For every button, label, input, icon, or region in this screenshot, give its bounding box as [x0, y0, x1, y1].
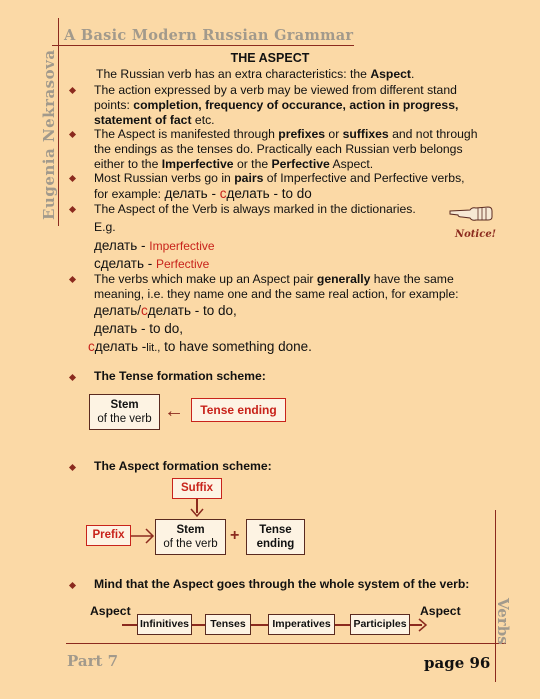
example-perfective: сделать - Perfective [94, 256, 210, 271]
system-arrowhead-icon [418, 618, 428, 632]
system-aspect-right: Aspect [420, 604, 461, 618]
bullet-2 [69, 131, 76, 138]
section-tab: Verbs [494, 598, 512, 645]
tense-arrow: ← [164, 400, 184, 422]
plus-sign: + [230, 527, 240, 544]
bullet-1-line-1: The action expressed by a verb may be viewed from different stand [94, 83, 457, 97]
book-title: A Basic Modern Russian Grammar [64, 27, 354, 44]
page-title: THE ASPECT [230, 51, 310, 65]
bullet-5-line-3: делать/сделать - to do, [94, 303, 237, 318]
bullet-5-line-4: делать - to do, [94, 321, 184, 336]
tense-scheme-heading: The Tense formation scheme: [94, 369, 266, 383]
right-arrow-icon [131, 528, 155, 544]
bullet-5 [69, 276, 76, 283]
down-arrow-icon [190, 508, 204, 518]
bullet-aspect-scheme [69, 464, 76, 471]
bullet-3-line-2: for example: делать - сделать - to do [94, 186, 312, 201]
eg-label: E.g. [94, 220, 116, 234]
part-label: Part 7 [67, 652, 119, 670]
system-item-participles: Participles [350, 614, 410, 635]
top-rule [52, 45, 354, 46]
bullet-4 [69, 206, 76, 213]
bullet-2-line-2: the endings as the tenses do. Practically each Russian verb belongs [94, 142, 463, 156]
bullet-system [69, 582, 76, 589]
system-item-imperatives: Imperatives [268, 614, 335, 635]
aspect-scheme-heading: The Aspect formation scheme: [94, 459, 272, 473]
example-imperfective: делать - Imperfective [94, 238, 215, 253]
suffix-box: Suffix [172, 478, 222, 499]
bullet-3 [69, 175, 76, 182]
right-rule [495, 510, 496, 682]
bullet-4-line-1: The Aspect of the Verb is always marked in the dictionaries. [94, 202, 416, 216]
bullet-2-line-1: The Aspect is manifested through prefixes or suffixes and not through [94, 127, 478, 141]
left-rule [58, 18, 59, 226]
tense-stem-box: Stem of the verb [89, 394, 160, 430]
page-number: page 96 [424, 654, 491, 672]
bullet-1-line-2: points: completion, frequency of occurance, action in progress, [94, 98, 459, 112]
bullet-2-line-3: either to the Imperfective or the Perfective Aspect. [94, 157, 374, 171]
bullet-1 [69, 87, 76, 94]
bullet-tense-scheme [69, 374, 76, 381]
bullet-5-line-2: meaning, i.e. they name one and the same real action, for example: [94, 287, 459, 301]
pointing-hand-icon [448, 203, 494, 223]
bottom-rule [66, 643, 506, 644]
notice-label: Notice! [455, 229, 497, 240]
prefix-box: Prefix [86, 525, 131, 546]
author-name: Eugenia Nekrasova [40, 49, 58, 220]
system-item-infinitives: Infinitives [137, 614, 192, 635]
system-heading: Mind that the Aspect goes through the whole system of the verb: [94, 577, 470, 591]
bullet-3-line-1: Most Russian verbs go in pairs of Imperfective and Perfective verbs, [94, 171, 465, 185]
bullet-5-line-1: The verbs which make up an Aspect pair generally have the same [94, 272, 454, 286]
system-aspect-left: Aspect [90, 604, 131, 618]
bullet-1-line-3: statement of fact etc. [94, 113, 215, 127]
tense-ending-box: Tense ending [191, 398, 286, 422]
bullet-5-line-5: сделать -lit., to have something done. [88, 339, 312, 354]
aspect-stem-box: Stem of the verb [155, 519, 226, 555]
system-item-tenses: Tenses [205, 614, 251, 635]
aspect-tense-box: Tense ending [246, 519, 305, 555]
intro-text: The Russian verb has an extra characteristics: the Aspect. [96, 67, 415, 81]
